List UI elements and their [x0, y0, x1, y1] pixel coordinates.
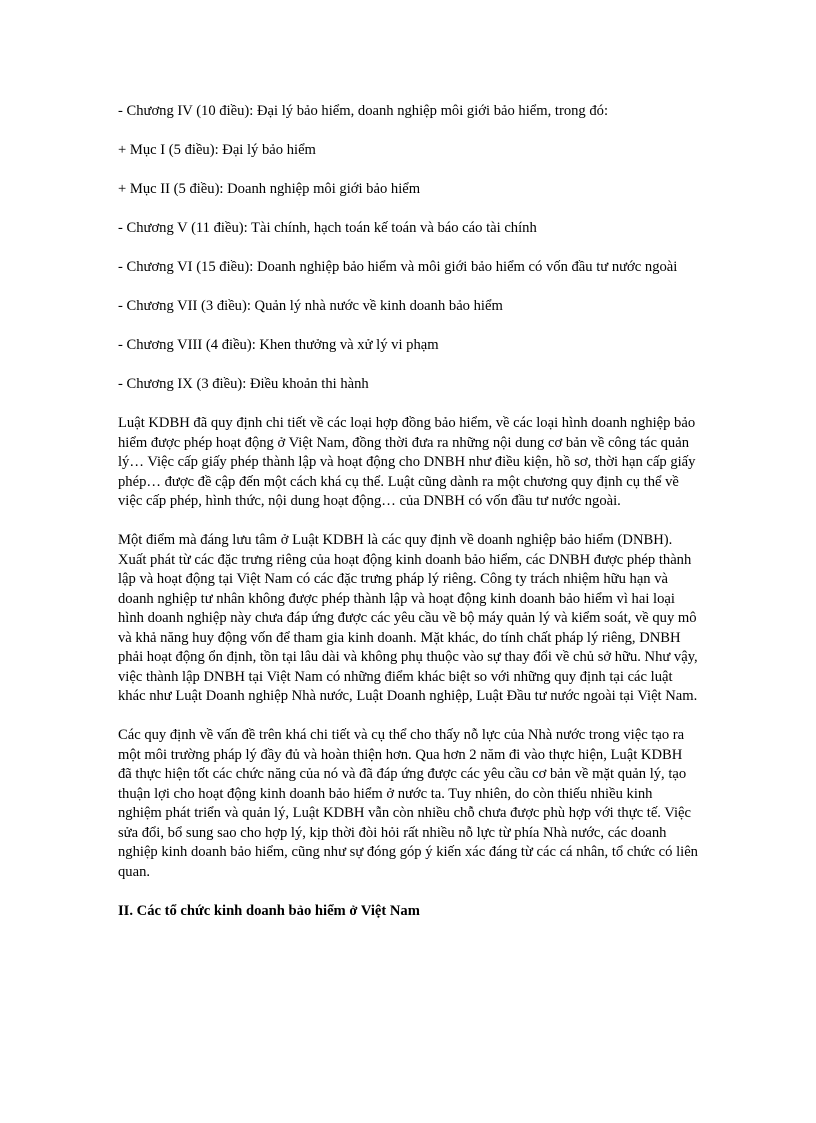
section-line-muc-ii: + Mục II (5 điều): Doanh nghiệp môi giới bảo hiểm: [118, 181, 421, 197]
chapter-line-viii: - Chương VIII (4 điều): Khen thưởng và xử lý vi phạm: [118, 337, 439, 353]
section-heading: II. Các tổ chức kinh doanh bảo hiểm ở Việt Nam: [118, 902, 420, 919]
chapter-line-iv: - Chương IV (10 điều): Đại lý bảo hiểm, doanh nghiệp môi giới bảo hiểm, trong đó:: [118, 103, 609, 119]
chapter-line-vi: - Chương VI (15 điều): Doanh nghiệp bảo hiểm và môi giới bảo hiểm có vốn đầu tư nước ngoài: [118, 259, 678, 275]
paragraph-dnbh-regulations: Một điểm mà đáng lưu tâm ở Luật KDBH là các quy định về doanh nghiệp bảo hiểm (DNBH). Xuất phát từ các đặc trưng riêng của hoạt động kinh doanh bảo hiểm, các DNBH được phép thành lập và hoạt động tại Việt Nam có các đặc trưng pháp lý riêng. Công ty trách nhiệm hữu hạn và doanh nghiệp tư nhân không được phép thành lập và hoạt động kinh doanh bảo hiểm vì hai loại hình doanh nghiệp này chưa đáp ứng được các yêu cầu về bộ máy quản lý và kiểm soát, về quy mô và khả năng huy động vốn để tham gia kinh doanh. Mặt khác, do tính chất pháp lý riêng, DNBH phải hoạt động ổn định, tồn tại lâu dài và không phụ thuộc vào sự thay đổi về chủ sở hữu. Như vậy, việc thành lập DNBH tại Việt Nam có những điểm khác biệt so với những quy định tại các luật khác như Luật Doanh nghiệp Nhà nước, Luật Doanh nghiệp, Luật Đầu tư nước ngoài tại Việt Nam.: [118, 532, 698, 704]
chapter-line-vii: - Chương VII (3 điều): Quản lý nhà nước về kinh doanh bảo hiểm: [118, 298, 503, 314]
paragraph-law-overview: Luật KDBH đã quy định chi tiết về các loại hợp đồng bảo hiểm, về các loại hình doanh nghiệp bảo hiểm được phép hoạt động ở Việt Nam, đồng thời đưa ra những nội dung cơ bản về công tác quản lý… Việc cấp giấy phép thành lập và hoạt động cho DNBH như điều kiện, hồ sơ, thời hạn cấp giấy phép… được đề cập đến một cách khá cụ thể. Luật cũng dành ra một chương quy định cụ thể về việc cấp phép, hình thức, nội dung hoạt động… của DNBH có vốn đầu tư nước ngoài.: [118, 415, 696, 509]
chapter-line-ix: - Chương IX (3 điều): Điều khoản thi hành: [118, 376, 369, 392]
document-page: [118, 102, 698, 921]
paragraph-evaluation: Các quy định về vấn đề trên khá chi tiết và cụ thể cho thấy nỗ lực của Nhà nước trong việc tạo ra một môi trường pháp lý đầy đủ và hoàn thiện hơn. Qua hơn 2 năm đi vào thực hiện, Luật KDBH đã thực hiện tốt các chức năng của nó và đã đáp ứng được các yêu cầu cơ bản về mặt quản lý, tạo thuận lợi cho hoạt động kinh doanh bảo hiểm ở nước ta. Tuy nhiên, do còn thiếu nhiều kinh nghiệm phát triển và quản lý, Luật KDBH vẫn còn nhiều chỗ chưa được phù hợp với thực tế. Việc sửa đổi, bổ sung sao cho hợp lý, kịp thời đòi hỏi rất nhiều nỗ lực từ phía Nhà nước, các doanh nghiệp kinh doanh bảo hiểm, cũng như sự đóng góp ý kiến xác đáng từ các cá nhân, tổ chức có liên quan.: [118, 727, 698, 880]
section-line-muc-i: + Mục I (5 điều): Đại lý bảo hiểm: [118, 142, 316, 158]
chapter-line-v: - Chương V (11 điều): Tài chính, hạch toán kế toán và báo cáo tài chính: [118, 220, 537, 236]
